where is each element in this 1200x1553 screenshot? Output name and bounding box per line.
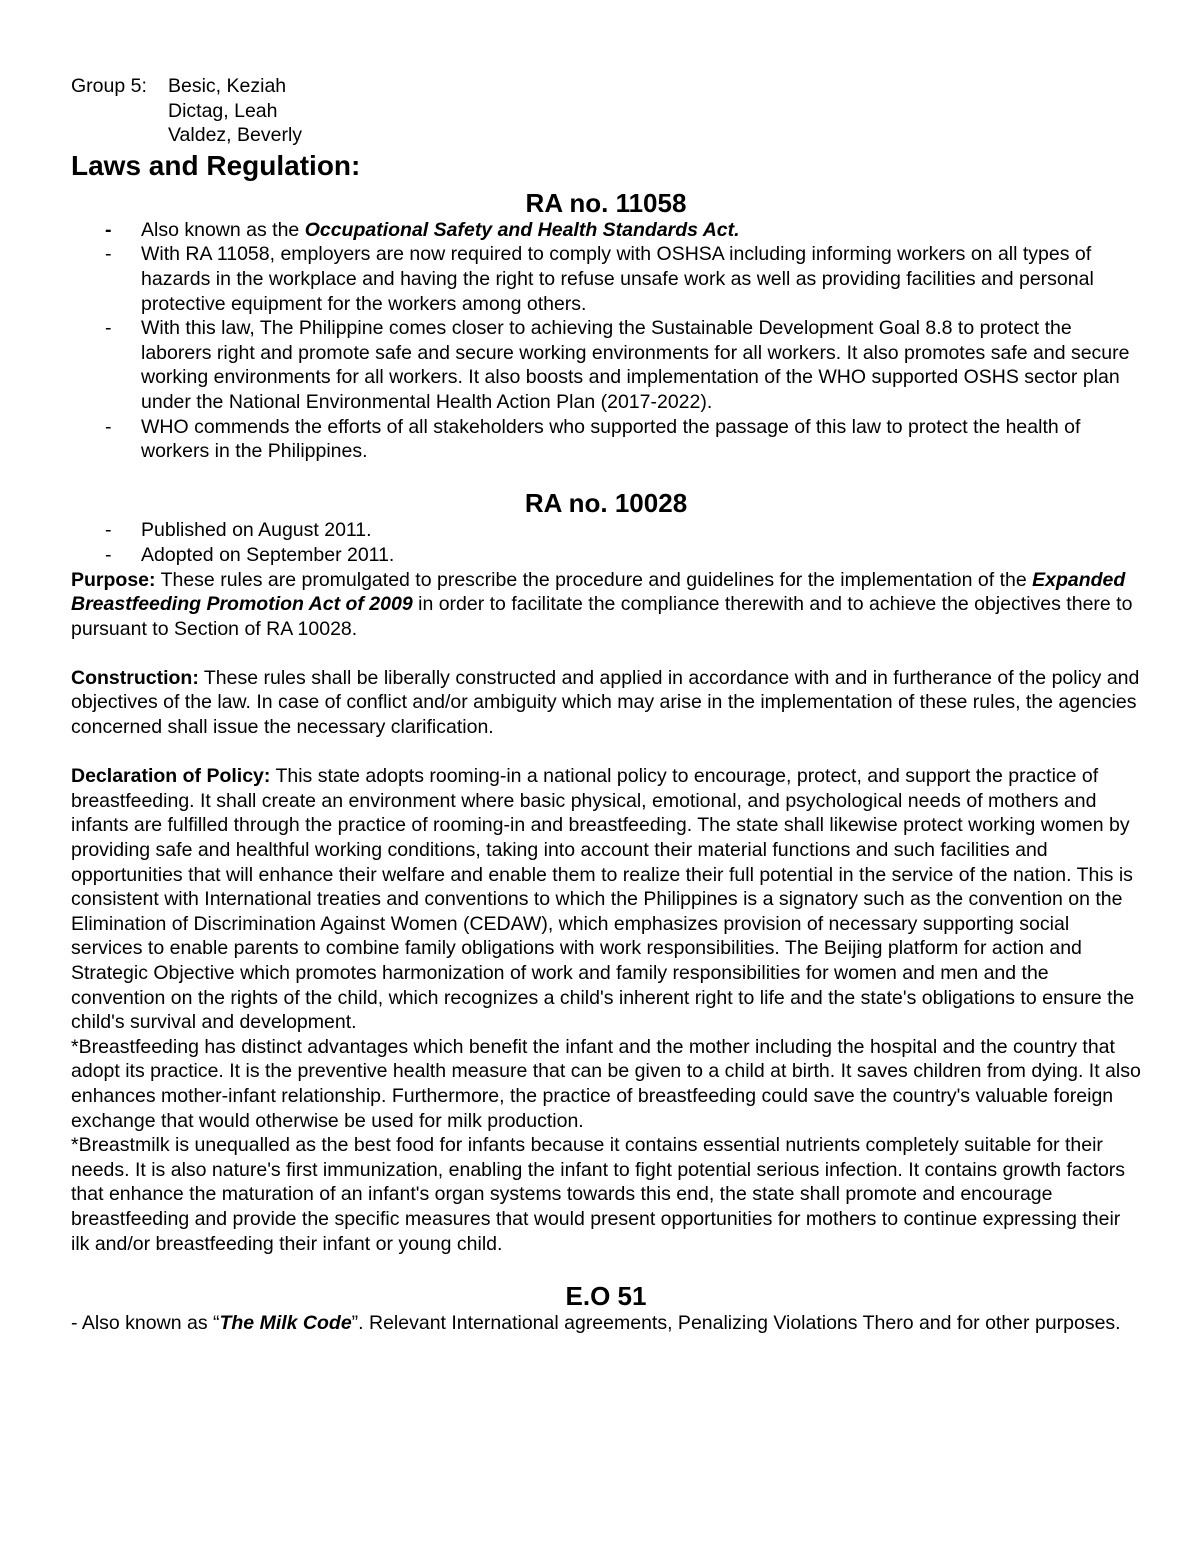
list-item (71, 218, 1141, 243)
list-item (71, 415, 1141, 464)
dash-marker: - (105, 415, 112, 438)
dash-marker: - (105, 543, 112, 566)
purpose-paragraph (71, 568, 1141, 642)
bullet-text: Also known as the (141, 218, 305, 241)
member-name: Besic, Keziah (168, 75, 287, 97)
bullet-text: Adopted on September 2011. (141, 543, 395, 566)
group-members (71, 74, 1141, 148)
member-name: Valdez, Beverly (168, 124, 303, 147)
section-heading-eo51: E.O 51 (565, 1280, 647, 1311)
construction-paragraph (71, 666, 1141, 740)
breastmilk-note: *Breastmilk is unequalled as the best food for infants because it contains essential nutrients completely suitable for their needs. It is also nature's first immunization, enabling the infant to fight potential serious infection. It contains growth factors that enhance the maturation of an infant's organ systems towards this end, the state shall promote and encourage breastfeeding and provide the specific measures that would present opportunities for mothers to continue expressing their ilk and/or breastfeeding their infant or young child. (71, 1134, 1126, 1255)
list-item (71, 242, 1141, 316)
act-name: Occupational Safety and Health Standards Act. (304, 218, 740, 241)
list-item (71, 518, 1141, 543)
bullet-text: WHO commends the efforts of all stakeholders who supported the passage of this law to protect the health of workers in the Philippines. (141, 415, 1081, 463)
ra10028-bullet-list (71, 518, 1141, 567)
breastfeeding-note: *Breastfeeding has distinct advantages which benefit the infant and the mother including the hospital and the country that adopt its practice. It is the preventive health measure that can be given to a child at birth. It saves children from dying. It also enhances mother-infant relationship. Furthermore, the practice of breastfeeding could save the country's valuable foreign exchange that would otherwise be used for milk production. (71, 1035, 1141, 1132)
paragraph-text: in order to facilitate the compliance therewith and to achieve the objectives there to pursuant to Section of RA 10028. (71, 593, 1133, 640)
paragraph-text: ”. Relevant International agreements, Penalizing Violations Thero and for other purposes. (351, 1311, 1121, 1334)
paragraph-text: These rules shall be liberally constructed and applied in accordance with and in furtherance of the policy and objectives of the law. In case of conflict and/or ambiguity which may arise in the implementation of these rules, the agencies concerned shall issue the necessary clarification. (71, 666, 1140, 739)
section-heading-ra11058: RA no. 11058 (525, 187, 687, 218)
dash-marker: - (105, 218, 112, 241)
ra11058-bullet-list (71, 218, 1141, 464)
main-title: Laws and Regulation: (71, 149, 361, 181)
code-name: The Milk Code (219, 1311, 352, 1334)
dash-marker: - (105, 317, 112, 340)
list-item (71, 316, 1141, 414)
document-page (71, 74, 1141, 1335)
bullet-text: With this law, The Philippine comes closer to achieving the Sustainable Development Goal 8.8 to protect the laborers right and promote safe and secure working environments for all workers. It also promotes safe and secure working environments for all workers. It also boosts and implementation of the WHO supported OSHS sector plan under the National Environmental Health Action Plan (2017-2022). (141, 317, 1130, 413)
dash-marker: - (105, 519, 112, 542)
construction-label: Construction: (71, 666, 199, 689)
paragraph-text: This state adopts rooming-in a national policy to encourage, protect, and support the practice of breastfeeding. It shall create an environment where basic physical, emotional, and psychological needs of mothers and infants are fulfilled through the practice of rooming-in and breastfeeding. The state shall likewise protect working women by providing safe and healthful working conditions, taking into account their material functions and such facilities and opportunities that will enhance their welfare and enable them to realize their full potential in the service of the nation. This is consistent with International treaties and conventions to which the Philippines is a signatory such as the convention on the Elimination of Discrimination Against Women (CEDAW), which emphasizes provision of necessary supporting social services to enable parents to combine family obligations with work responsibilities. The Beijing platform for action and Strategic Objective which promotes harmonization of work and family responsibilities for women and men and the convention on the rights of the child, which recognizes a child's inherent right to life and the state's obligations to ensure the child's survival and development. (71, 765, 1135, 1034)
group-label: Group 5: (71, 75, 147, 97)
paragraph-text: - Also known as “ (71, 1311, 220, 1334)
bullet-text: Published on August 2011. (141, 519, 372, 542)
section-heading-ra10028: RA no. 10028 (524, 488, 688, 519)
bullet-text: With RA 11058, employers are now required to comply with OSHSA including informing workers on all types of hazards in the workplace and having the right to refuse unsafe work as well as providing facilities and personal protective equipment for the workers among others. (141, 243, 1094, 315)
paragraph-text: These rules are promulgated to prescribe the procedure and guidelines for the implementation of the (155, 568, 1033, 591)
policy-paragraph (71, 764, 1141, 1035)
purpose-label: Purpose: (71, 568, 156, 591)
list-item (71, 543, 1141, 568)
policy-label: Declaration of Policy: (71, 765, 271, 788)
act-name: Expanded Breastfeeding Promotion Act of 2009 (71, 568, 1126, 616)
member-name: Dictag, Leah (168, 99, 278, 122)
dash-marker: - (105, 243, 112, 266)
eo51-paragraph (71, 1311, 1141, 1336)
